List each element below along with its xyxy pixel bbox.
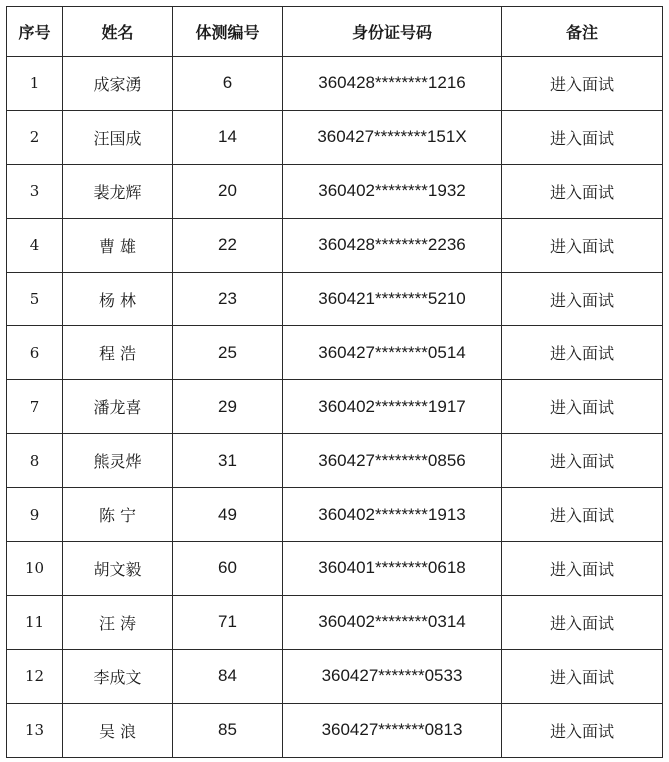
- note-cell: 进入面试: [502, 57, 663, 111]
- seq-cell: 3: [7, 164, 63, 218]
- id-no-cell: 360427********151X: [283, 110, 502, 164]
- seq-cell: 1: [7, 57, 63, 111]
- name-cell: 汪国成: [63, 110, 173, 164]
- name-cell: 熊灵烨: [63, 434, 173, 488]
- seq-cell: 6: [7, 326, 63, 380]
- seq-cell: 5: [7, 272, 63, 326]
- header-seq: 序号: [7, 7, 63, 57]
- name-cell: 陈 宁: [63, 488, 173, 542]
- seq-cell: 9: [7, 488, 63, 542]
- name-cell: 曹 雄: [63, 218, 173, 272]
- table-row: [7, 595, 663, 649]
- note-cell: 进入面试: [502, 595, 663, 649]
- name-cell: 胡文毅: [63, 542, 173, 596]
- name-cell: 汪 涛: [63, 595, 173, 649]
- table-row: [7, 272, 663, 326]
- candidate-table: [6, 6, 663, 758]
- table-row: [7, 434, 663, 488]
- test-no-cell: 25: [173, 326, 283, 380]
- table-row: [7, 218, 663, 272]
- id-no-cell: 360402********1932: [283, 164, 502, 218]
- id-no-cell: 360402********1913: [283, 488, 502, 542]
- table-row: [7, 380, 663, 434]
- name-cell: 李成文: [63, 649, 173, 703]
- name-cell: 成家湧: [63, 57, 173, 111]
- test-no-cell: 31: [173, 434, 283, 488]
- note-cell: 进入面试: [502, 164, 663, 218]
- note-cell: 进入面试: [502, 703, 663, 757]
- header-note: 备注: [502, 7, 663, 57]
- id-no-cell: 360427********0514: [283, 326, 502, 380]
- table-row: [7, 488, 663, 542]
- table-row: [7, 703, 663, 757]
- id-no-cell: 360401********0618: [283, 542, 502, 596]
- id-no-cell: 360427*******0813: [283, 703, 502, 757]
- name-cell: 裴龙辉: [63, 164, 173, 218]
- table-row: [7, 326, 663, 380]
- test-no-cell: 85: [173, 703, 283, 757]
- note-cell: 进入面试: [502, 380, 663, 434]
- id-no-cell: 360421********5210: [283, 272, 502, 326]
- table-row: [7, 649, 663, 703]
- test-no-cell: 49: [173, 488, 283, 542]
- table-row: [7, 110, 663, 164]
- seq-cell: 13: [7, 703, 63, 757]
- id-no-cell: 360402********0314: [283, 595, 502, 649]
- name-cell: 潘龙喜: [63, 380, 173, 434]
- id-no-cell: 360428********2236: [283, 218, 502, 272]
- note-cell: 进入面试: [502, 542, 663, 596]
- note-cell: 进入面试: [502, 272, 663, 326]
- test-no-cell: 60: [173, 542, 283, 596]
- table-row: [7, 542, 663, 596]
- note-cell: 进入面试: [502, 110, 663, 164]
- id-no-cell: 360427*******0533: [283, 649, 502, 703]
- test-no-cell: 20: [173, 164, 283, 218]
- id-no-cell: 360402********1917: [283, 380, 502, 434]
- header-row: [7, 7, 663, 57]
- header-id-no: 身份证号码: [283, 7, 502, 57]
- id-no-cell: 360428********1216: [283, 57, 502, 111]
- seq-cell: 11: [7, 595, 63, 649]
- table-body: [7, 57, 663, 758]
- seq-cell: 10: [7, 542, 63, 596]
- id-no-cell: 360427********0856: [283, 434, 502, 488]
- seq-cell: 4: [7, 218, 63, 272]
- test-no-cell: 71: [173, 595, 283, 649]
- note-cell: 进入面试: [502, 326, 663, 380]
- seq-cell: 7: [7, 380, 63, 434]
- header-test-no: 体测编号: [173, 7, 283, 57]
- note-cell: 进入面试: [502, 649, 663, 703]
- test-no-cell: 23: [173, 272, 283, 326]
- test-no-cell: 14: [173, 110, 283, 164]
- seq-cell: 8: [7, 434, 63, 488]
- table-row: [7, 164, 663, 218]
- table-row: [7, 57, 663, 111]
- seq-cell: 2: [7, 110, 63, 164]
- note-cell: 进入面试: [502, 488, 663, 542]
- name-cell: 程 浩: [63, 326, 173, 380]
- seq-cell: 12: [7, 649, 63, 703]
- test-no-cell: 6: [173, 57, 283, 111]
- note-cell: 进入面试: [502, 218, 663, 272]
- name-cell: 吴 浪: [63, 703, 173, 757]
- test-no-cell: 22: [173, 218, 283, 272]
- header-name: 姓名: [63, 7, 173, 57]
- note-cell: 进入面试: [502, 434, 663, 488]
- test-no-cell: 84: [173, 649, 283, 703]
- name-cell: 杨 林: [63, 272, 173, 326]
- test-no-cell: 29: [173, 380, 283, 434]
